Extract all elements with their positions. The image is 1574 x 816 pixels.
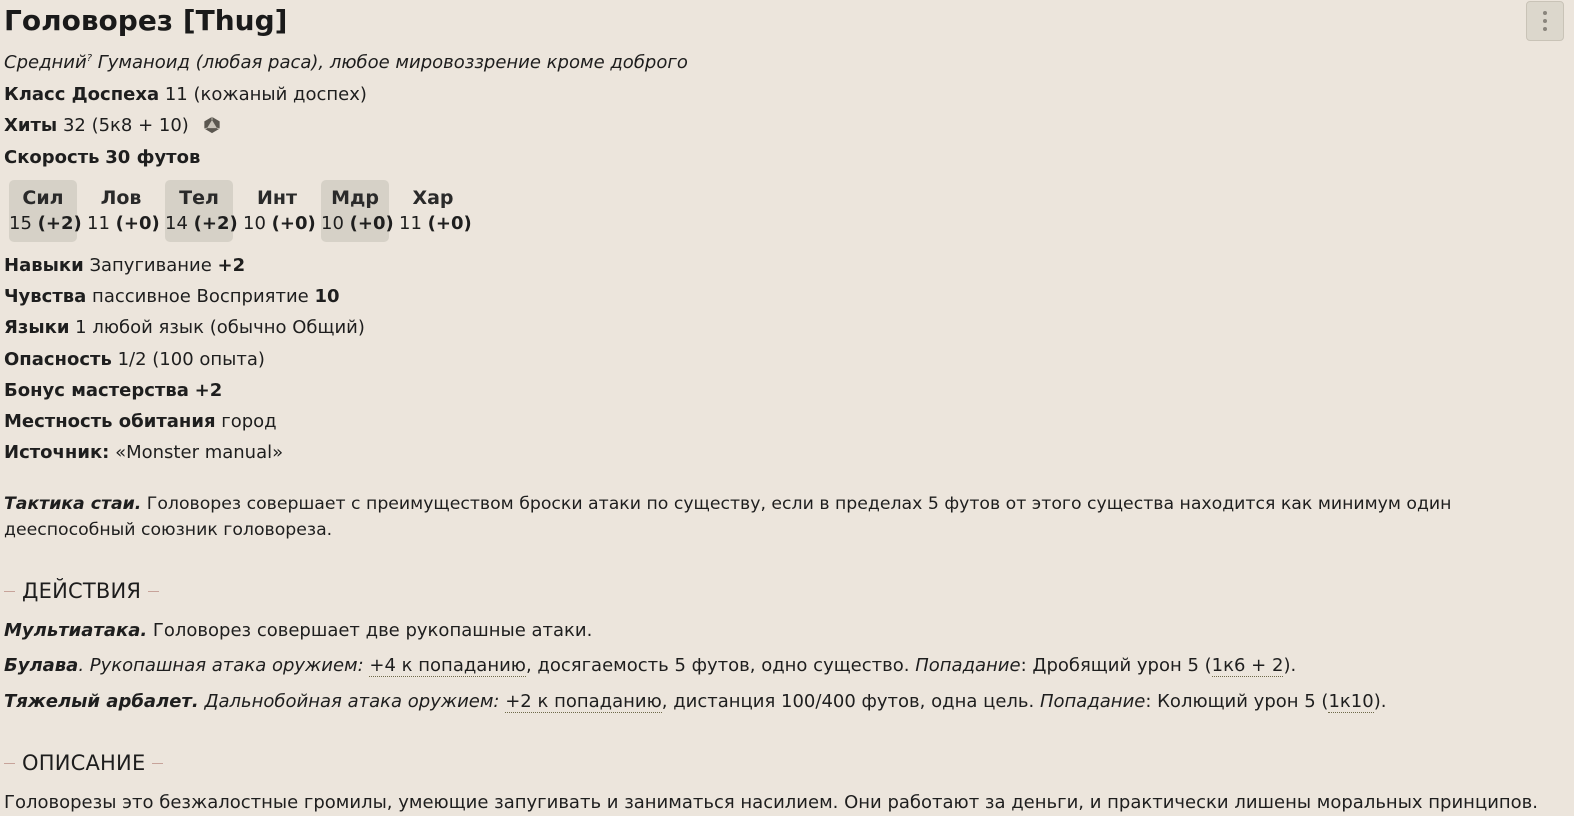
ability-name: Лов bbox=[100, 187, 142, 209]
ability-name: Мдр bbox=[331, 187, 379, 209]
section-title: ОПИСАНИЕ bbox=[22, 751, 146, 775]
ability-cha[interactable] bbox=[399, 180, 472, 242]
ability-value: 10 (+0) bbox=[243, 213, 316, 234]
description-heading bbox=[4, 751, 163, 775]
speed-value: 30 футов bbox=[105, 147, 201, 168]
action-heavy-crossbow: Тяжелый арбалет. Дальнобойная атака оружием: +2 к попаданию, дистанция 100/400 футов, одна цель. Попадание: Колющий урон 5 (1к10). bbox=[4, 691, 1387, 712]
ability-value: 10 (+0) bbox=[321, 213, 394, 234]
skills-label: Навыки bbox=[4, 255, 84, 276]
speed-label: Скорость bbox=[4, 147, 100, 168]
habitat-label: Местность обитания bbox=[4, 411, 216, 432]
senses-row bbox=[4, 285, 340, 309]
trait-name: Тактика стаи. bbox=[4, 494, 142, 514]
section-title: ДЕЙСТВИЯ bbox=[22, 579, 142, 603]
size-help-link[interactable]: ? bbox=[86, 53, 92, 64]
trait-pack-tactics bbox=[4, 491, 1570, 543]
attack-roll-button[interactable]: +2 к попаданию bbox=[505, 691, 662, 712]
challenge-label: Опасность bbox=[4, 349, 112, 370]
source-row bbox=[4, 441, 283, 465]
action-name: Тяжелый арбалет. bbox=[4, 691, 199, 712]
armor-class-value: 11 (кожаный доспех) bbox=[164, 84, 367, 105]
action-multiattack bbox=[4, 619, 592, 643]
size-label: Средний bbox=[4, 52, 87, 73]
ability-name: Инт bbox=[256, 187, 298, 209]
challenge-value: 1/2 (100 опыта) bbox=[117, 349, 265, 370]
ability-int[interactable] bbox=[243, 180, 316, 242]
source-label: Источник: bbox=[4, 442, 110, 463]
skills-row bbox=[4, 254, 245, 278]
skills-value: +2 bbox=[217, 255, 246, 276]
senses-value: 10 bbox=[314, 286, 340, 307]
more-options-button[interactable] bbox=[1526, 1, 1564, 41]
ability-wis[interactable] bbox=[321, 180, 394, 242]
languages-label: Языки bbox=[4, 317, 70, 338]
languages-row bbox=[4, 316, 365, 340]
attack-roll-button[interactable]: +4 к попаданию bbox=[369, 655, 526, 676]
ability-name: Хар bbox=[412, 187, 454, 209]
trait-text: Головорез совершает с преимуществом броски атаки по существу, если в пределах 5 футов от этого существа находится как минимум один дееспособный союзник головореза. bbox=[4, 494, 1452, 540]
hit-points-label: Хиты bbox=[4, 115, 58, 136]
ability-dex[interactable] bbox=[87, 180, 160, 242]
ability-name: Тел bbox=[179, 187, 219, 209]
armor-class-label: Класс Доспеха bbox=[4, 84, 160, 105]
action-name: Мультиатака. bbox=[4, 620, 148, 641]
ability-con[interactable] bbox=[165, 180, 238, 242]
ability-value: 11 (+0) bbox=[87, 213, 160, 234]
senses-label: Чувства bbox=[4, 286, 87, 307]
proficiency-label: Бонус мастерства bbox=[4, 380, 189, 401]
habitat-row bbox=[4, 410, 277, 434]
ability-name: Сил bbox=[22, 187, 64, 209]
hit-points-row bbox=[4, 114, 221, 138]
skills-text: Запугивание bbox=[89, 255, 212, 276]
ability-value: 15 (+2) bbox=[9, 213, 82, 234]
page-title: Головорез [Thug] bbox=[4, 4, 288, 37]
challenge-row bbox=[4, 348, 265, 372]
actions-heading bbox=[4, 579, 159, 603]
armor-class-row bbox=[4, 83, 367, 107]
ability-value: 14 (+2) bbox=[165, 213, 238, 234]
habitat-value: город bbox=[221, 411, 277, 432]
speed-row bbox=[4, 146, 200, 170]
languages-value: 1 любой язык (обычно Общий) bbox=[75, 317, 365, 338]
senses-text: пассивное Восприятие bbox=[92, 286, 309, 307]
dice-icon[interactable] bbox=[203, 116, 221, 134]
type-alignment: Гуманоид (любая раса), любое мировоззрение кроме доброго bbox=[92, 52, 688, 73]
ability-value: 11 (+0) bbox=[399, 213, 472, 234]
description-text: Головорезы это безжалостные громилы, умеющие запугивать и заниматься насилием. Они работают за деньги, и практически лишены моральных принципов. bbox=[4, 792, 1539, 813]
proficiency-value: +2 bbox=[194, 380, 223, 401]
damage-roll-button[interactable]: 1к6 + 2 bbox=[1211, 655, 1284, 676]
creature-subtitle bbox=[4, 51, 688, 75]
action-text: Головорез совершает две рукопашные атаки. bbox=[147, 620, 593, 641]
proficiency-row bbox=[4, 379, 222, 403]
hit-points-value: 32 (5к8 + 10) bbox=[62, 115, 189, 136]
action-mace: Булава. Рукопашная атака оружием: +4 к попаданию, досягаемость 5 футов, одно существо. Попадание: Дробящий урон 5 (1к6 + 2). bbox=[4, 655, 1297, 676]
damage-roll-button[interactable]: 1к10 bbox=[1328, 691, 1374, 712]
action-name: Булава bbox=[4, 655, 79, 676]
source-value: «Monster manual» bbox=[115, 442, 284, 463]
ability-str[interactable] bbox=[9, 180, 82, 242]
ability-scores bbox=[9, 180, 472, 242]
kebab-menu-icon bbox=[1543, 11, 1547, 15]
